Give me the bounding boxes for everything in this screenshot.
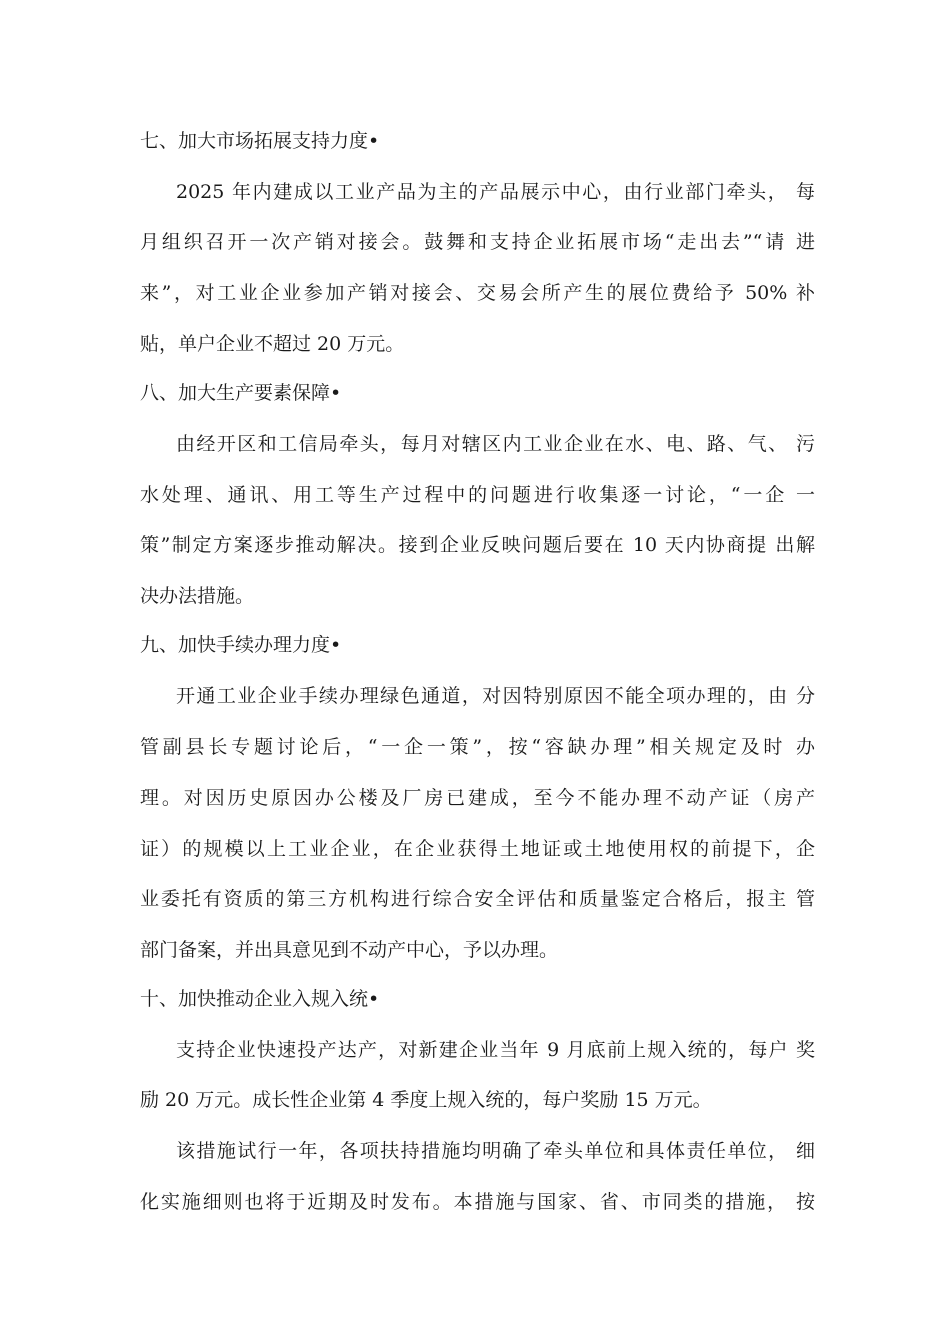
section-heading-8: 八、加大生产要素保障• — [140, 382, 342, 404]
section-heading-10: 十、加快推动企业入规入统• — [140, 988, 380, 1010]
paragraph-line: 该措施试行一年，各项扶持措施均明确了牵头单位和具体责任单位， 细 — [176, 1140, 815, 1162]
section-heading-9: 九、加快手续办理力度• — [140, 634, 342, 656]
paragraph-line: 月组织召开一次产销对接会。鼓舞和支持企业拓展市场“走出去”“请 进 — [140, 231, 815, 253]
paragraph-line: 证）的规模以上工业企业，在企业获得土地证或土地使用权的前提下，企 — [140, 838, 815, 860]
paragraph-line: 贴，单户企业不超过 20 万元。 — [140, 333, 405, 355]
paragraph-line: 由经开区和工信局牵头，每月对辖区内工业企业在水、电、路、气、 污 — [176, 433, 815, 455]
paragraph-line: 策”制定方案逐步推动解决。接到企业反映问题后要在 10 天内协商提 出解 — [140, 534, 815, 556]
paragraph-line: 水处理、通讯、用工等生产过程中的问题进行收集逐一讨论，“一企 一 — [140, 484, 815, 506]
paragraph-line: 励 20 万元。成长性企业第 4 季度上规入统的，每户奖励 15 万元。 — [140, 1089, 712, 1111]
paragraph-line: 业委托有资质的第三方机构进行综合安全评估和质量鉴定合格后，报主 管 — [140, 888, 815, 910]
paragraph-line: 开通工业企业手续办理绿色通道，对因特别原因不能全项办理的，由 分 — [176, 685, 815, 707]
paragraph-line: 支持企业快速投产达产，对新建企业当年 9 月底前上规入统的，每户 奖 — [176, 1039, 815, 1061]
paragraph-line: 管副县长专题讨论后，“一企一策”，按“容缺办理”相关规定及时 办 — [140, 736, 815, 758]
paragraph-line: 决办法措施。 — [140, 585, 255, 607]
paragraph-line: 部门备案，并出具意见到不动产中心，予以办理。 — [140, 939, 559, 961]
paragraph-line: 来”，对工业企业参加产销对接会、交易会所产生的展位费给予 50% 补 — [140, 282, 815, 304]
paragraph-line: 理。对因历史原因办公楼及厂房已建成，至今不能办理不动产证（房产 — [140, 787, 815, 809]
section-heading-7: 七、加大市场拓展支持力度• — [140, 130, 380, 152]
paragraph-line: 2025 年内建成以工业产品为主的产品展示中心，由行业部门牵头， 每 — [176, 181, 815, 203]
paragraph-line: 化实施细则也将于近期及时发布。本措施与国家、省、市同类的措施， 按 — [140, 1191, 815, 1213]
